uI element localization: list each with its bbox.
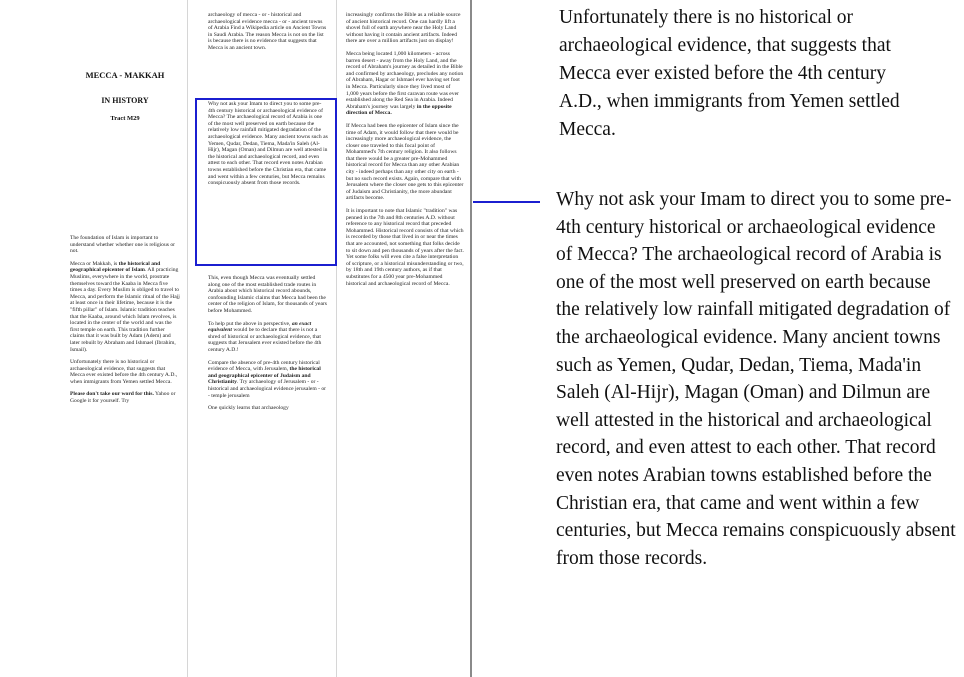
column-1 xyxy=(70,235,180,411)
col2-one-paragraph: One quickly learns that archaeology xyxy=(208,405,289,412)
col1-paragraph-2: Mecca or Makkah, is the historical and geographical epicenter of Islam. All practicing Muslims, everywhere in the world, prostrate themselves toward the Kaaba in Mecca five times a day. Every Muslim is obliged to travel to Mecca, and perform the Islamic ritual of the Hajj at least once in their lifetime, because it is the "fifth pillar" of Islam. Islamic tradition teaches that the Kaaba, around which Islam revolves, is located in the center of the world and was the first temple on earth. This tradition further claims that it was built by Adam (Adem) and later rebuilt by Abraham and Ishmael (Ibrahim, Ismail). xyxy=(70,260,180,353)
col2-this-paragraph: This, even though Mecca was eventually settled along one of the most established trade routes in Arabia about which historical record abounds, confounding Islamic claims that Mecca had been the center of the religion of Islam, for thousands of years before Mohammed. xyxy=(208,275,327,314)
highlighted-paragraph: Why not ask your Imam to direct you to some pre-4th century historical or archaeological evidence of Mecca? The archaeological record of Arabia is one of the most well preserved on earth because the relatively low rainfall mitigated degradation of the archaeological evidence. Many ancient towns such as Yemen, Qudar, Dedan, Tiema, Mada'in Saleh (Al-Hijr), Magan (Oman) and Dilmun are well attested in the historical and archaeological record, and even attest to each other. That record even notes Arabian towns established before the Christian era, that came and went within a few centuries, but Mecca remains conspicuously absent from those records. xyxy=(208,101,328,187)
col3-paragraph-2: Mecca being located 1,000 kilometers - across barren desert - away from the Holy Land, and the record of Abraham's journey as detailed in the Bible and confirmed by archaeology, precludes any notion of Abraham, Hagar or Ishmael ever having set foot in Mecca. Particularly since they lived most of 1,000 years before the first caravan route was ever established along the Red Sea in Arabia. Indeed Abraham's journey was largely in the opposite direction of Mecca. xyxy=(346,50,464,117)
fold-line-1 xyxy=(187,0,188,677)
col2-top-paragraph: archaeology of mecca - or - historical and archaeological evidence mecca - or - ancient towns of Arabia Find a Wikipedia article on Ancient Towns in Saudi Arabia. The reason Mecca is not on the list is because there is no evidence that suggests that Mecca is an ancient town. xyxy=(208,12,327,51)
callout-imam: Why not ask your Imam to direct you to some pre-4th century historical or archaeological evidence of Mecca? The archaeological record of Arabia is one of the most well preserved on earth because the relatively low rainfall mitigated degradation of the archaeological evidence. Many ancient towns such as Yemen, Qudar, Dedan, Tiema, Mada'in Saleh (Al-Hijr), Magan (Oman) and Dilmun are well attested in the historical and archaeological record, and even attest to each other. That record even notes Arabian towns established before the Christian era, that came and went within a few centuries, but Mecca remains conspicuously absent from those records. xyxy=(556,189,956,569)
col1-paragraph-3: Unfortunately there is no historical or archaeological evidence, that suggests that Mecca ever existed before the 4th century A.D., when immigrants from Yemen settled Mecca. xyxy=(70,359,178,385)
col3-paragraph-3: If Mecca had been the epicenter of Islam since the time of Adam, it would follow that there would be increasingly more archaeological evidence, the closer one traveled to this focal point of Mohammed's 7th century religion. It also follows that there would be a greater pre-Mohammed historical record for Mecca than any other Arabian city - indeed perhaps than any other city on earth - but no such record exists. Again, compare that with Jerusalem where the closer one gets to this epicenter of Judaism and Christianity, the more abundant artifacts become. xyxy=(346,122,464,202)
tract-subtitle: IN HISTORY xyxy=(101,96,149,105)
callout-evidence: Unfortunately there is no historical or archaeological evidence, that suggests that Mecca ever existed before the 4th century A.D., when immigrants from Yemen settled Mecca. xyxy=(559,7,900,140)
connector-line xyxy=(473,201,540,203)
column-2-top xyxy=(208,12,328,58)
column-3 xyxy=(346,12,464,293)
tract-number: Tract M29 xyxy=(110,115,140,122)
col1-paragraph-4: Please don't take our word for this. Yahoo or Google it for yourself. Try xyxy=(70,391,176,405)
column-2-bottom xyxy=(208,275,328,418)
tract-title: MECCA - MAKKAH xyxy=(85,70,165,80)
col2-help-paragraph: To help put the above in perspective, an exact equivalent would be to declare that there is not a shred of historical or archaeological evidence, that suggests that Jerusalem ever existed before the 4th century A.D.! xyxy=(208,320,322,353)
col1-intro: The foundation of Islam is important to understand whether whether one is religious or not. xyxy=(70,235,176,255)
col2-compare-paragraph: Compare the absence of pre-4th century historical evidence of Mecca, with Jerusalem, the historical and geographical epicenter of Judaism and Christianity. Try archaeology of Jerusalem - or - historical and archaeological evidence jerusalem - or - temple jerusalem xyxy=(208,359,327,399)
col3-paragraph-1: increasingly confirms the Bible as a reliable source of ancient historical record. One can hardly lift a shovel full of earth anywhere near the Holy Land without having it contain ancient artifacts. Indeed there are over a million artifacts just on display! xyxy=(346,12,461,45)
col3-paragraph-4: It is important to note that Islamic "tradition" was penned in the 7th and 8th centuries A.D. without reference to any historical record that preceded Mohammed. Historical record consists of that which is recorded by those that lived in or near the times that are accounted, not something that folks decide to sit down and pen thousands of years after the fact. Yet some folks will even cite a false interpretation of scripture, or a historical misunderstanding or two, by 18th and 19th century authors, as if that substitutes for a 4500 year pre-Mohammed historical and archaeological record of Mecca. xyxy=(346,208,464,287)
vertical-divider xyxy=(470,0,472,677)
